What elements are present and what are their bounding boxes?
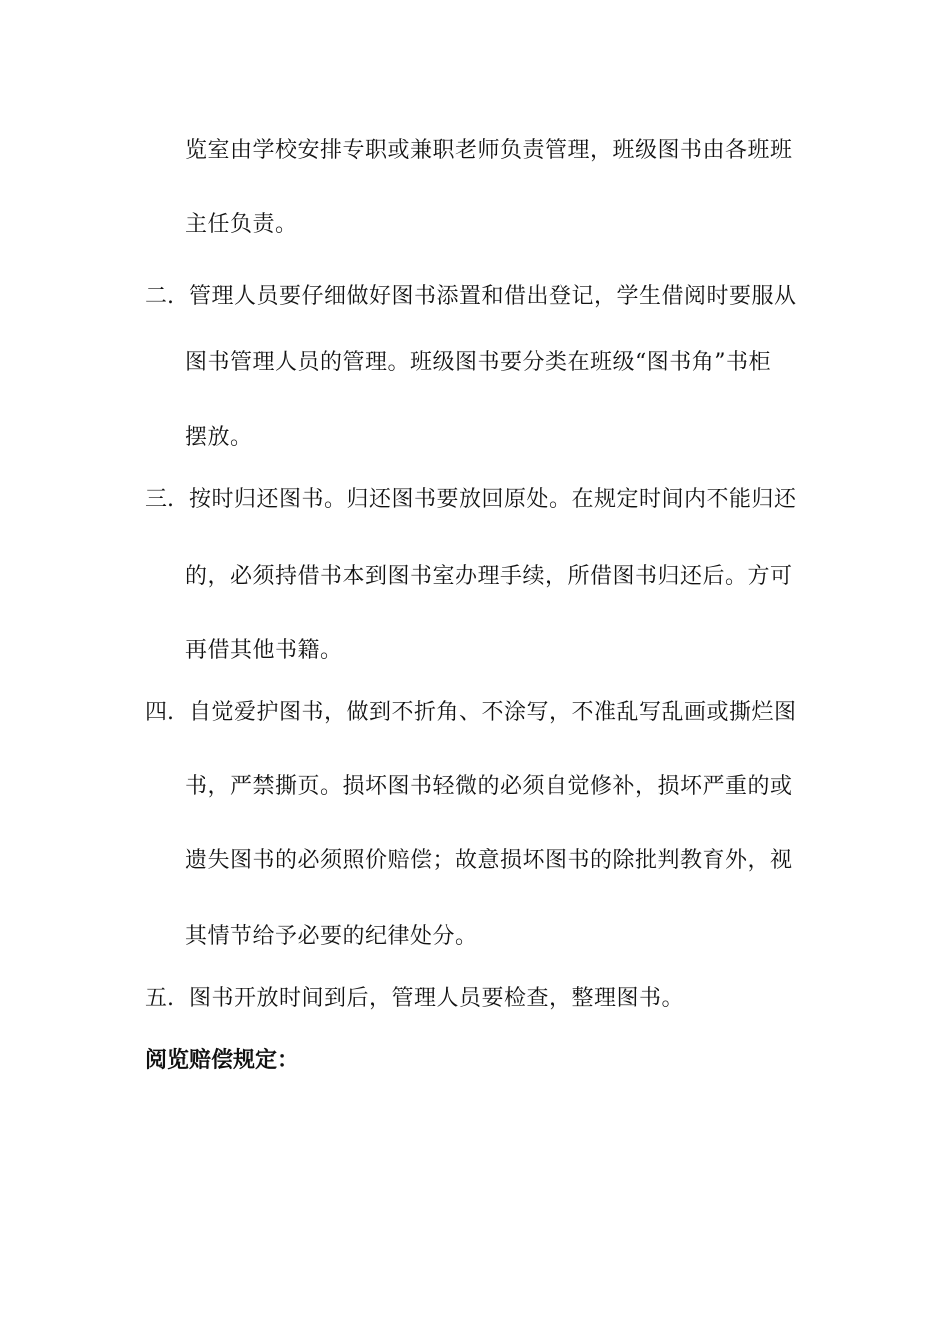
text-line: 图书开放时间到后，管理人员要检查，整理图书。 xyxy=(189,986,685,1011)
text-line: 自觉爱护图书，做到不折角、不涂写，不准乱写乱画或撕烂图 xyxy=(189,700,797,725)
text-line: 摆放。 xyxy=(185,425,253,450)
text-line: 按时归还图书。归还图书要放回原处。在规定时间内不能归还 xyxy=(189,487,797,512)
section-heading: 阅览赔偿规定： xyxy=(145,1048,300,1073)
text-line: 主任负责。 xyxy=(185,212,298,237)
text-line: 再借其他书籍。 xyxy=(185,638,343,663)
item-number: 五. xyxy=(145,986,174,1011)
text-line: 书，严禁撕页。损坏图书轻微的必须自觉修补，损坏严重的或 xyxy=(185,774,793,799)
text-line: 其情节给予必要的纪律处分。 xyxy=(185,924,478,949)
item-number: 四. xyxy=(145,700,174,725)
text-line: 览室由学校安排专职或兼职老师负责管理，班级图书由各班班 xyxy=(185,138,793,163)
text-line: 图书管理人员的管理。班级图书要分类在班级“图书角”书柜 xyxy=(185,350,771,375)
text-line: 遗失图书的必须照价赔偿；故意损坏图书的除批判教育外，视 xyxy=(185,848,793,873)
text-line: 的，必须持借书本到图书室办理手续，所借图书归还后。方可 xyxy=(185,564,793,589)
item-number: 二. xyxy=(145,284,174,309)
item-number: 三. xyxy=(145,487,174,512)
text-line: 管理人员要仔细做好图书添置和借出登记，学生借阅时要服从 xyxy=(189,284,797,309)
